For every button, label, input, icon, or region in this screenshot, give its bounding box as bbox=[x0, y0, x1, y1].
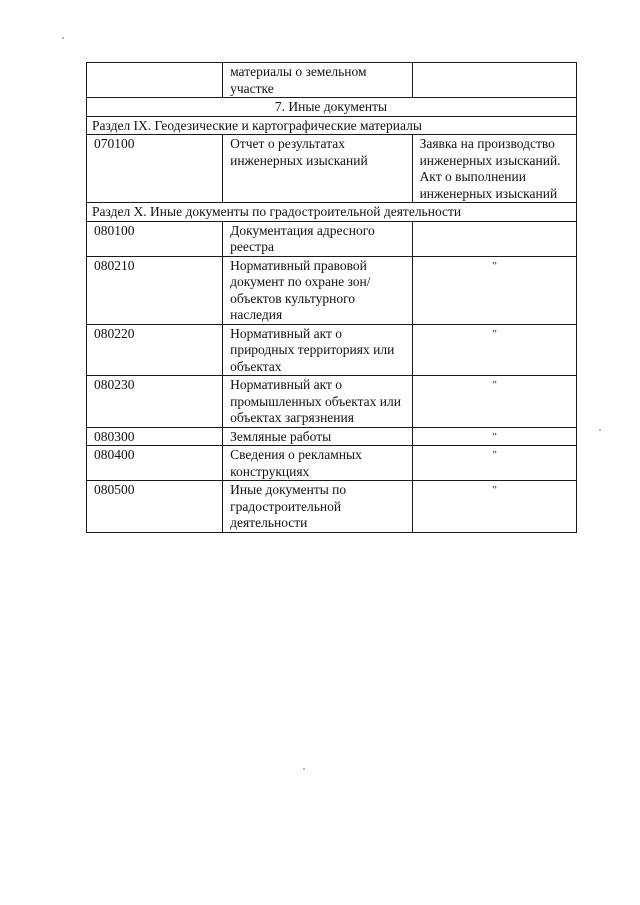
scan-speck bbox=[303, 768, 305, 770]
table-row bbox=[87, 427, 577, 446]
basis-cell: " bbox=[412, 256, 576, 324]
basis-cell bbox=[412, 63, 576, 98]
basis-cell: " bbox=[412, 427, 576, 446]
section-heading-row bbox=[87, 116, 577, 135]
table-row bbox=[87, 481, 577, 533]
name-cell: материалы о земельном участке bbox=[223, 63, 412, 98]
code-cell: 080100 bbox=[87, 221, 223, 256]
code-cell: 080210 bbox=[87, 256, 223, 324]
basis-cell: Заявка на производство инженерных изысканий. Акт о выполнении инженерных изысканий bbox=[412, 135, 576, 203]
table-row bbox=[87, 324, 577, 376]
code-cell: 080220 bbox=[87, 324, 223, 376]
name-cell: Нормативный акт о промышленных объектах или объектах загрязнения bbox=[223, 376, 412, 428]
code-cell: 080300 bbox=[87, 427, 223, 446]
name-cell: Нормативный правовой документ по охране зон/объектов культурного наследия bbox=[223, 256, 412, 324]
basis-cell: " bbox=[412, 446, 576, 481]
section-title: Раздел X. Иные документы по градостроительной деятельности bbox=[87, 203, 577, 222]
code-cell: 070100 bbox=[87, 135, 223, 203]
code-cell: 080230 bbox=[87, 376, 223, 428]
section-heading-row bbox=[87, 203, 577, 222]
table-row bbox=[87, 135, 577, 203]
section-heading-row bbox=[87, 98, 577, 117]
name-cell: Иные документы по градостроительной деятельности bbox=[223, 481, 412, 533]
section-title: 7. Иные документы bbox=[87, 98, 577, 117]
name-cell: Отчет о результатах инженерных изысканий bbox=[223, 135, 412, 203]
name-cell: Нормативный акт о природных территориях или объектах bbox=[223, 324, 412, 376]
table-row bbox=[87, 256, 577, 324]
basis-cell: " bbox=[412, 324, 576, 376]
code-cell bbox=[87, 63, 223, 98]
table-row bbox=[87, 446, 577, 481]
basis-cell: " bbox=[412, 376, 576, 428]
name-cell: Сведения о рекламных конструкциях bbox=[223, 446, 412, 481]
name-cell: Земляные работы bbox=[223, 427, 412, 446]
code-cell: 080400 bbox=[87, 446, 223, 481]
name-cell: Документация адресного реестра bbox=[223, 221, 412, 256]
table-row bbox=[87, 63, 577, 98]
table-row bbox=[87, 376, 577, 428]
scan-speck bbox=[599, 429, 601, 431]
table-row bbox=[87, 221, 577, 256]
code-cell: 080500 bbox=[87, 481, 223, 533]
document-table bbox=[86, 62, 577, 533]
scan-speck bbox=[62, 37, 64, 39]
basis-cell: " bbox=[412, 481, 576, 533]
basis-cell bbox=[412, 221, 576, 256]
section-title: Раздел IX. Геодезические и картографические материалы bbox=[87, 116, 577, 135]
